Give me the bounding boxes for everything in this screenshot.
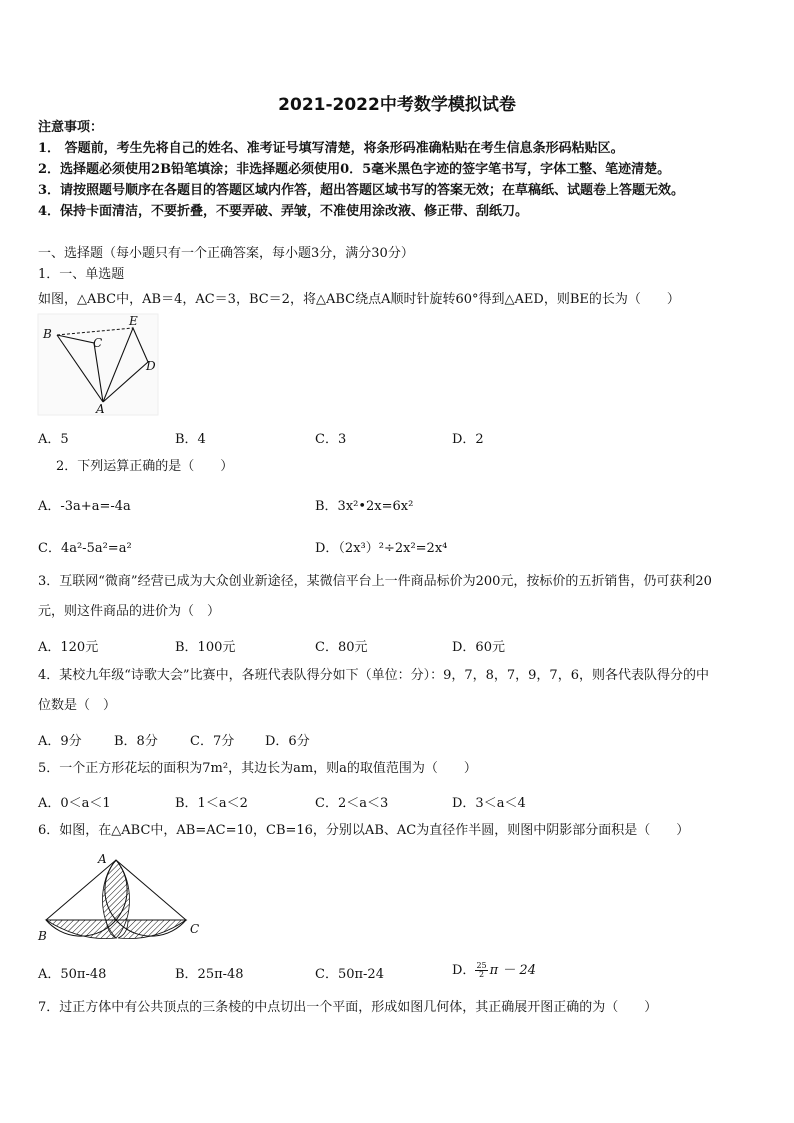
q2-option-c[interactable]: C．4a²-5a²=a² [38, 541, 132, 556]
q3-option-a[interactable]: A．120元 [38, 640, 99, 655]
q1-option-d[interactable]: D．2 [452, 432, 484, 447]
notice-item-1: 1． 答题前，考生先将自己的姓名、准考证号填写清楚，将条形码准确粘贴在考生信息条形码粘贴区。 [38, 141, 624, 156]
q3-text-line2: 元，则这件商品的进价为（ ） [38, 604, 221, 619]
q6-text: 6．如图，在△ABC中，AB=AC=10，CB=16，分别以AB、AC为直径作半圆，则图中阴影部分面积是（ ） [38, 823, 690, 838]
q4-option-d[interactable]: D．6分 [265, 734, 310, 749]
q1-label-a: A [96, 402, 105, 416]
q6-option-d-numerator: 25 [476, 961, 487, 970]
q6-label-c: C [190, 922, 200, 936]
q4-text-line2: 位数是（ ） [38, 698, 117, 713]
q6-option-a[interactable]: A．50π-48 [38, 967, 107, 982]
q5-option-b[interactable]: B．1＜a＜2 [175, 796, 248, 811]
section-heading: 一、选择题（每小题只有一个正确答案，每小题3分，满分30分） [38, 246, 414, 261]
q1-option-b[interactable]: B．4 [175, 432, 206, 447]
q6-option-d-fraction [475, 962, 487, 979]
page-title: 2021-2022中考数学模拟试卷 [278, 95, 516, 115]
q4-option-a[interactable]: A．9分 [38, 734, 82, 749]
q6-label-b: B [38, 929, 47, 943]
q6-option-b[interactable]: B．25π-48 [175, 967, 244, 982]
q1-triangle-figure [37, 313, 161, 417]
q1-option-a[interactable]: A．5 [38, 432, 69, 447]
q4-text-line1: 4．某校九年级“诗歌大会”比赛中，各班代表队得分如下（单位：分）：9，7，8，7，9，7，6，则各代表队得分的中 [38, 668, 709, 683]
q3-text-line1: 3．互联网“微商”经营已成为大众创业新途径，某微信平台上一件商品标价为200元，按标价的五折销售，仍可获利20 [38, 574, 712, 589]
q1-text: 如图，△ABC中，AB＝4，AC＝3，BC＝2，将△ABC绕点A顺时针旋转60°得到△AED，则BE的长为（ ） [38, 292, 680, 307]
q1-label-c: C [93, 336, 103, 350]
q7-text: 7．过正方体中有公共顶点的三条棱的中点切出一个平面，形成如图几何体，其正确展开图正确的为（ ） [38, 1000, 658, 1015]
q6-semicircle-figure [36, 850, 208, 944]
q1-option-c[interactable]: C．3 [315, 432, 347, 447]
q1-label-e: E [129, 314, 138, 328]
q2-option-d[interactable]: D．（2x³）²÷2x²=2x⁴ [315, 541, 448, 556]
notice-item-3: 3．请按照题号顺序在各题目的答题区域内作答，超出答题区域书写的答案无效；在草稿纸、试题卷上答题无效。 [38, 183, 685, 198]
q2-text: 2．下列运算正确的是（ ） [56, 459, 234, 474]
q4-option-c[interactable]: C．7分 [190, 734, 235, 749]
q3-option-d[interactable]: D．60元 [452, 640, 505, 655]
section-subheading: 1．一、单选题 [38, 267, 125, 282]
q2-option-b[interactable]: B．3x²•2x=6x² [315, 499, 414, 514]
notice-heading: 注意事项： [38, 120, 104, 135]
q6-option-d[interactable] [452, 959, 536, 979]
q3-option-c[interactable]: C．80元 [315, 640, 368, 655]
q2-option-a[interactable]: A．-3a+a=-4a [38, 499, 131, 514]
q5-option-a[interactable]: A．0＜a＜1 [38, 796, 111, 811]
q5-option-c[interactable]: C．2＜a＜3 [315, 796, 389, 811]
q6-option-d-denominator: 2 [478, 970, 485, 979]
q1-label-b: B [43, 327, 52, 341]
q4-option-b[interactable]: B．8分 [114, 734, 158, 749]
q1-label-d: D [146, 359, 156, 373]
q5-option-d[interactable]: D．3＜a＜4 [452, 796, 526, 811]
q6-option-d-rest: π － 24 [489, 963, 536, 978]
q6-option-c[interactable]: C．50π-24 [315, 967, 384, 982]
notice-item-4: 4．保持卡面清洁，不要折叠，不要弄破、弄皱，不准使用涂改液、修正带、刮纸刀。 [38, 204, 529, 219]
q3-option-b[interactable]: B．100元 [175, 640, 236, 655]
q6-label-a: A [98, 852, 107, 866]
q5-text: 5．一个正方形花坛的面积为7m²，其边长为am，则a的取值范围为（ ） [38, 761, 477, 776]
q6-option-d-label: D． [452, 963, 476, 978]
notice-item-2: 2．选择题必须使用2B铅笔填涂；非选择题必须使用0．5毫米黑色字迹的签字笔书写，字体工整、笔迹清楚。 [38, 162, 671, 177]
